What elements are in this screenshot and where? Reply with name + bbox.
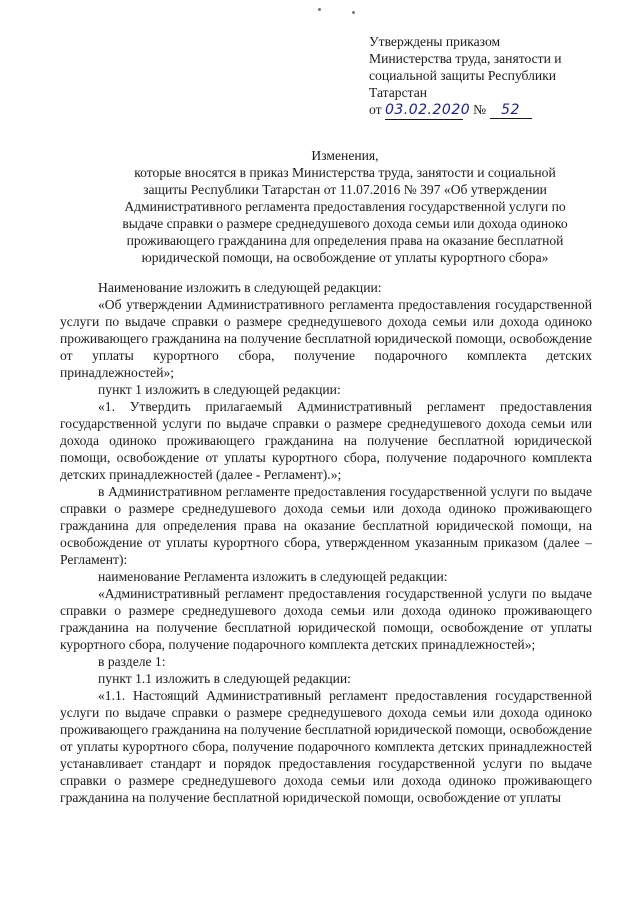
number-field [490,101,532,119]
scan-dot [352,11,355,14]
approval-line: Татарстан [369,85,428,100]
body-paragraph: «Административный регламент предоставления государственной услуги по выдаче справки о размере среднедушевого дохода семьи или дохода одиноко проживающего гражданина на получение бесплатной юридической помощи, освобождение от уплаты курортного сбора, получение подарочного комплекта детских принадлежностей»; [60,586,592,652]
approval-line: Утверждены приказом [369,34,501,49]
handwritten-number: 52 [501,102,520,118]
handwritten-date: 03.02.2020 [384,102,471,118]
approval-line: социальной защиты Республики [369,68,557,83]
body-paragraph: «Об утверждении Административного регламента предоставления государственной услуги по выдаче справки о размере среднедушевого дохода семьи или дохода одиноко проживающего гражданина на получение бесплатной юридической помощи, освобождение от уплаты курортного сбора, получение подарочного комплекта детских принадлежностей»; [60,297,592,380]
date-field [384,101,471,120]
number-prefix: № [473,102,487,117]
title-line: которые вносятся в приказ Министерства труда, занятости и социальной [134,165,556,180]
body-paragraph: «1. Утвердить прилагаемый Административный регламент предоставления государственной услуги по выдаче справки о размере среднедушевого дохода семьи или дохода одиноко проживающего гражданина на получение бесплатной юридической помощи, освобождение от уплаты курортного сбора, получение подарочного комплекта детских принадлежностей (далее - Регламент).»; [60,399,592,482]
body-paragraph: пункт 1 изложить в следующей редакции: [98,382,341,397]
title-line: защиты Республики Татарстан от 11.07.2016 № 397 «Об утверждении [143,182,547,197]
body-paragraph: пункт 1.1 изложить в следующей редакции: [98,671,351,686]
title-line: выдаче справки о размере среднедушевого дохода семьи или дохода одиноко [122,216,568,231]
body-paragraph: в разделе 1: [98,654,166,669]
approval-line: Министерства труда, занятости и [369,51,562,66]
body-paragraph: в Административном регламенте предоставления государственной услуги по выдаче справки о размере среднедушевого дохода семьи или дохода одиноко проживающего гражданина для определения права на оказание бесплатной юридической помощи, на освобождение от уплаты курортного сбора, утвержденном указанным приказом (далее – Регламент): [60,484,592,567]
title-line: Административного регламента предоставления государственной услуги по [124,199,566,214]
approval-date-row [369,101,619,120]
body-paragraph: Наименование изложить в следующей редакции: [98,280,382,295]
document-title [95,147,595,266]
title-heading: Изменения, [311,148,379,163]
approval-stamp [369,33,619,120]
date-prefix: от [369,102,382,117]
scan-dot [318,8,321,11]
title-line: проживающего гражданина для определения права на оказание бесплатной [126,233,564,248]
body-paragraph: «1.1. Настоящий Административный регламент предоставления государственной услуги по выдаче справки о размере среднедушевого дохода семьи или дохода одиноко проживающего гражданина на получение бесплатной юридической помощи, освобождение от уплаты курортного сбора, получение подарочного комплекта детских принадлежностей устанавливает стандарт и порядок предоставления государственной услуги по выдаче справки о размере среднедушевого дохода семьи или дохода одиноко проживающего гражданина на получение бесплатной юридической помощи, освобождение от уплаты [60,688,592,805]
title-line: юридической помощи, на освобождение от уплаты курортного сбора» [141,250,549,265]
document-body [60,279,592,806]
body-paragraph: наименование Регламента изложить в следующей редакции: [98,569,448,584]
